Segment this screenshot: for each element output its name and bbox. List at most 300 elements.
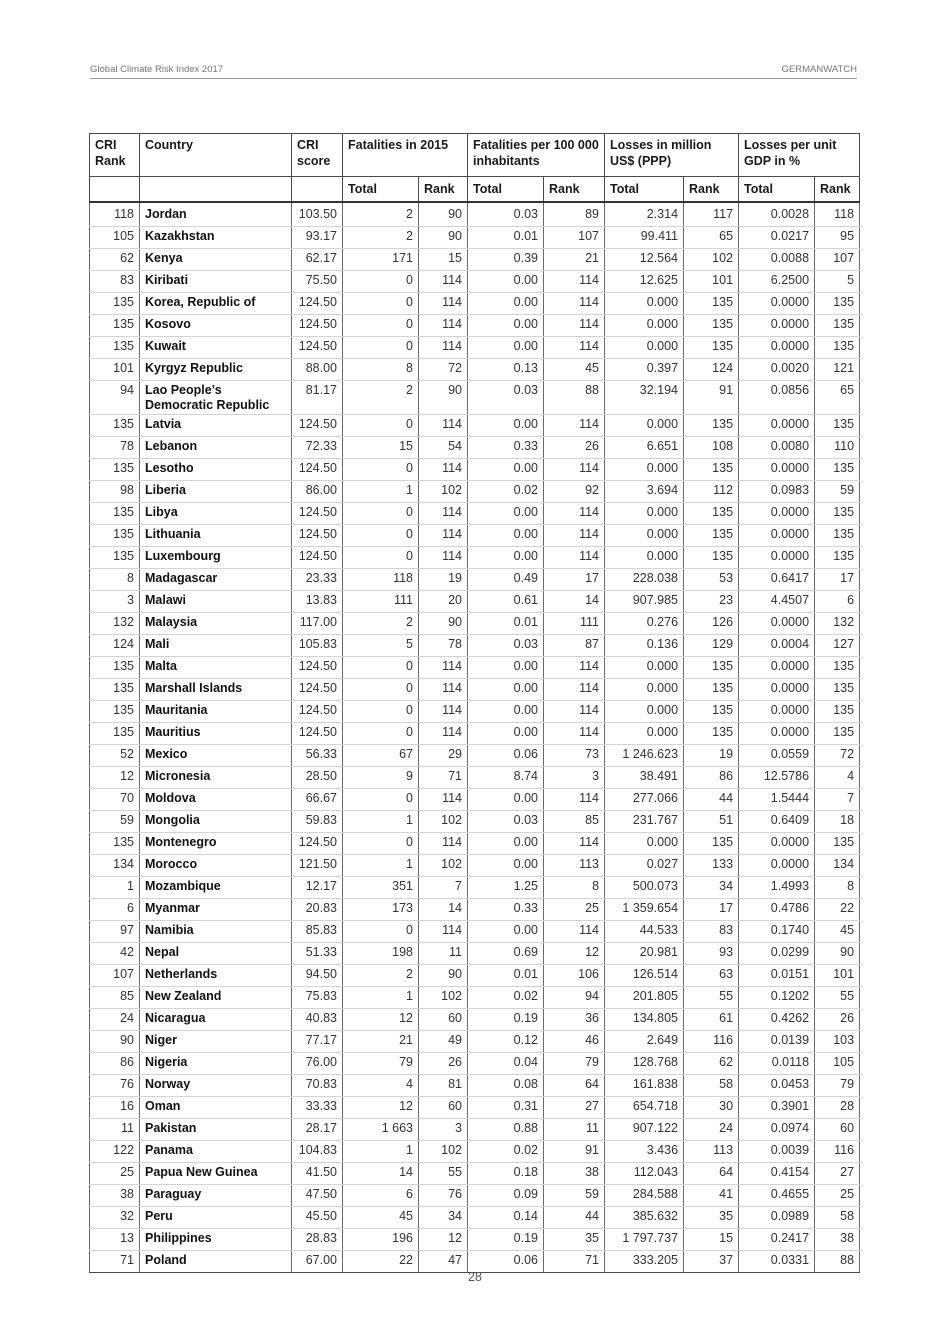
cri-score-cell: 47.50 [292,1185,343,1207]
table-row [90,547,860,569]
losses-rank-cell: 55 [684,987,739,1009]
fatalities-total-cell: 1 [343,987,419,1009]
gdp-total-cell: 0.2417 [739,1229,815,1251]
cri-rank-cell: 105 [90,227,140,249]
gdp-total-cell: 0.0028 [739,202,815,227]
cri-rank-cell: 62 [90,249,140,271]
per100k-rank-cell: 8 [544,877,605,899]
losses-rank-cell: 135 [684,415,739,437]
cri-rank-cell: 135 [90,723,140,745]
gdp-total-cell: 0.0020 [739,359,815,381]
fatalities-rank-cell: 114 [419,525,468,547]
per100k-rank-cell: 114 [544,789,605,811]
cri-data-table [89,133,860,1273]
country-cell: Libya [140,503,292,525]
losses-total-cell: 12.564 [605,249,684,271]
gdp-rank-cell: 6 [815,591,860,613]
gdp-rank-cell: 103 [815,1031,860,1053]
cri-score-cell: 23.33 [292,569,343,591]
cri-rank-cell: 135 [90,657,140,679]
per100k-total-cell: 0.12 [468,1031,544,1053]
gdp-rank-cell: 27 [815,1163,860,1185]
cri-score-cell: 40.83 [292,1009,343,1031]
fatalities-total-cell: 0 [343,679,419,701]
country-cell: Myanmar [140,899,292,921]
gdp-total-cell: 0.0453 [739,1075,815,1097]
cri-rank-cell: 32 [90,1207,140,1229]
cri-score-cell: 51.33 [292,943,343,965]
gdp-total-cell: 0.0039 [739,1141,815,1163]
fatalities-rank-cell: 102 [419,481,468,503]
fatalities-total-cell: 0 [343,293,419,315]
gdp-rank-cell: 79 [815,1075,860,1097]
cri-score-cell: 124.50 [292,459,343,481]
losses-total-cell: 128.768 [605,1053,684,1075]
table-row [90,437,860,459]
gdp-rank-cell: 22 [815,899,860,921]
cri-score-cell: 124.50 [292,315,343,337]
cri-rank-cell: 135 [90,337,140,359]
cri-score-cell: 117.00 [292,613,343,635]
table-row [90,745,860,767]
gdp-rank-cell: 107 [815,249,860,271]
table-row [90,833,860,855]
fatalities-total-cell: 6 [343,1185,419,1207]
gdp-total-cell: 0.0139 [739,1031,815,1053]
fatalities-total-cell: 0 [343,315,419,337]
gdp-total-cell: 0.0217 [739,227,815,249]
per100k-total-cell: 0.02 [468,987,544,1009]
fatalities-rank-cell: 114 [419,337,468,359]
losses-rank-cell: 117 [684,202,739,227]
per100k-total-cell: 0.00 [468,415,544,437]
fatalities-rank-cell: 114 [419,723,468,745]
per100k-rank-cell: 114 [544,503,605,525]
table-row [90,525,860,547]
losses-rank-cell: 93 [684,943,739,965]
per100k-total-cell: 0.00 [468,503,544,525]
cri-score-cell: 121.50 [292,855,343,877]
fatalities-total-cell: 111 [343,591,419,613]
per100k-rank-cell: 46 [544,1031,605,1053]
country-cell: Lesotho [140,459,292,481]
per100k-total-cell: 0.13 [468,359,544,381]
losses-total-cell: 0.027 [605,855,684,877]
gdp-rank-cell: 65 [815,381,860,415]
gdp-rank-cell: 135 [815,415,860,437]
losses-total-cell: 1 246.623 [605,745,684,767]
losses-total-cell: 6.651 [605,437,684,459]
per100k-total-cell: 0.03 [468,811,544,833]
cri-rank-cell: 25 [90,1163,140,1185]
cri-rank-cell: 83 [90,271,140,293]
fatalities-total-cell: 0 [343,789,419,811]
per100k-rank-cell: 35 [544,1229,605,1251]
per100k-rank-cell: 14 [544,591,605,613]
country-cell: Kenya [140,249,292,271]
per100k-total-cell: 0.03 [468,202,544,227]
per100k-total-cell: 0.33 [468,437,544,459]
country-cell: Lao People’s Democratic Republic [140,381,292,415]
gdp-rank-cell: 25 [815,1185,860,1207]
losses-rank-cell: 135 [684,459,739,481]
table-row [90,811,860,833]
gdp-total-cell: 0.0088 [739,249,815,271]
losses-rank-cell: 135 [684,525,739,547]
cri-rank-cell: 135 [90,315,140,337]
fatalities-rank-cell: 114 [419,415,468,437]
table-row [90,1141,860,1163]
gdp-rank-cell: 135 [815,679,860,701]
per100k-total-cell: 0.02 [468,481,544,503]
fatalities-total-cell: 9 [343,767,419,789]
per100k-rank-cell: 111 [544,613,605,635]
cri-score-cell: 124.50 [292,525,343,547]
country-cell: Poland [140,1251,292,1273]
cri-rank-cell: 135 [90,415,140,437]
losses-rank-cell: 65 [684,227,739,249]
fatalities-total-cell: 22 [343,1251,419,1273]
fatalities-rank-cell: 114 [419,293,468,315]
fatalities-rank-cell: 114 [419,547,468,569]
gdp-total-cell: 0.0151 [739,965,815,987]
losses-total-cell: 0.000 [605,525,684,547]
table-row [90,293,860,315]
country-cell: Nigeria [140,1053,292,1075]
gdp-rank-cell: 18 [815,811,860,833]
per100k-rank-cell: 71 [544,1251,605,1273]
cri-score-cell: 124.50 [292,337,343,359]
fatalities-total-cell: 0 [343,921,419,943]
losses-total-cell: 99.411 [605,227,684,249]
losses-total-cell: 2.649 [605,1031,684,1053]
cri-score-cell: 41.50 [292,1163,343,1185]
per100k-total-cell: 0.00 [468,315,544,337]
gdp-rank-cell: 135 [815,723,860,745]
per100k-rank-cell: 114 [544,525,605,547]
per100k-rank-cell: 25 [544,899,605,921]
fatalities-total-cell: 0 [343,723,419,745]
losses-total-cell: 231.767 [605,811,684,833]
fatalities-total-cell: 0 [343,503,419,525]
fatalities-total-cell: 2 [343,613,419,635]
subheader-losses-total: Total [605,177,684,203]
per100k-rank-cell: 11 [544,1119,605,1141]
fatalities-total-cell: 171 [343,249,419,271]
country-cell: Paraguay [140,1185,292,1207]
gdp-total-cell: 0.0000 [739,657,815,679]
fatalities-rank-cell: 81 [419,1075,468,1097]
header-cri-rank: CRI Rank [90,134,140,177]
cri-rank-cell: 70 [90,789,140,811]
cri-rank-cell: 85 [90,987,140,1009]
fatalities-rank-cell: 60 [419,1009,468,1031]
table-row [90,657,860,679]
gdp-total-cell: 6.2500 [739,271,815,293]
losses-total-cell: 1 797.737 [605,1229,684,1251]
country-cell: Micronesia [140,767,292,789]
cri-rank-cell: 16 [90,1097,140,1119]
country-cell: Malta [140,657,292,679]
losses-rank-cell: 135 [684,701,739,723]
fatalities-rank-cell: 20 [419,591,468,613]
table-row [90,1009,860,1031]
fatalities-total-cell: 2 [343,381,419,415]
table-row [90,202,860,227]
gdp-total-cell: 0.0000 [739,337,815,359]
table-row [90,1163,860,1185]
cri-rank-cell: 59 [90,811,140,833]
losses-total-cell: 1 359.654 [605,899,684,921]
gdp-rank-cell: 134 [815,855,860,877]
per100k-rank-cell: 89 [544,202,605,227]
losses-rank-cell: 83 [684,921,739,943]
cri-score-cell: 28.17 [292,1119,343,1141]
per100k-rank-cell: 87 [544,635,605,657]
fatalities-rank-cell: 72 [419,359,468,381]
cri-score-cell: 59.83 [292,811,343,833]
table-row [90,481,860,503]
cri-score-cell: 93.17 [292,227,343,249]
per100k-total-cell: 0.19 [468,1009,544,1031]
losses-total-cell: 0.000 [605,701,684,723]
fatalities-total-cell: 0 [343,525,419,547]
cri-rank-cell: 135 [90,525,140,547]
per100k-rank-cell: 106 [544,965,605,987]
cri-score-cell: 103.50 [292,202,343,227]
gdp-total-cell: 0.0000 [739,503,815,525]
per100k-total-cell: 0.09 [468,1185,544,1207]
subheader-gdp-rank: Rank [815,177,860,203]
country-cell: Oman [140,1097,292,1119]
losses-rank-cell: 135 [684,679,739,701]
losses-total-cell: 2.314 [605,202,684,227]
report-title: Global Climate Risk Index 2017 [90,64,224,75]
cri-score-cell: 56.33 [292,745,343,767]
losses-rank-cell: 101 [684,271,739,293]
losses-total-cell: 3.694 [605,481,684,503]
table-row [90,459,860,481]
cri-score-cell: 28.83 [292,1229,343,1251]
table-row [90,899,860,921]
gdp-total-cell: 0.0000 [739,723,815,745]
losses-rank-cell: 112 [684,481,739,503]
cri-score-cell: 75.83 [292,987,343,1009]
cri-score-cell: 124.50 [292,833,343,855]
country-cell: Moldova [140,789,292,811]
per100k-rank-cell: 114 [544,657,605,679]
per100k-rank-cell: 94 [544,987,605,1009]
table-row [90,337,860,359]
gdp-total-cell: 0.0331 [739,1251,815,1273]
country-cell: Mexico [140,745,292,767]
losses-total-cell: 0.000 [605,503,684,525]
cri-score-cell: 67.00 [292,1251,343,1273]
per100k-total-cell: 0.00 [468,293,544,315]
losses-rank-cell: 37 [684,1251,739,1273]
subheader-per100k-rank: Rank [544,177,605,203]
gdp-total-cell: 0.0000 [739,833,815,855]
per100k-rank-cell: 114 [544,921,605,943]
per100k-rank-cell: 27 [544,1097,605,1119]
losses-rank-cell: 135 [684,503,739,525]
gdp-rank-cell: 28 [815,1097,860,1119]
losses-total-cell: 0.000 [605,337,684,359]
losses-total-cell: 228.038 [605,569,684,591]
gdp-total-cell: 0.4262 [739,1009,815,1031]
publisher-name: GERMANWATCH [781,64,857,75]
cri-rank-cell: 1 [90,877,140,899]
per100k-total-cell: 0.00 [468,723,544,745]
cri-score-cell: 124.50 [292,415,343,437]
cri-rank-cell: 107 [90,965,140,987]
per100k-total-cell: 0.06 [468,1251,544,1273]
fatalities-rank-cell: 7 [419,877,468,899]
table-row [90,569,860,591]
gdp-total-cell: 0.6417 [739,569,815,591]
per100k-rank-cell: 91 [544,1141,605,1163]
per100k-total-cell: 0.19 [468,1229,544,1251]
losses-total-cell: 277.066 [605,789,684,811]
fatalities-total-cell: 79 [343,1053,419,1075]
losses-total-cell: 126.514 [605,965,684,987]
fatalities-total-cell: 2 [343,965,419,987]
losses-rank-cell: 116 [684,1031,739,1053]
losses-rank-cell: 24 [684,1119,739,1141]
losses-rank-cell: 41 [684,1185,739,1207]
losses-rank-cell: 135 [684,315,739,337]
cri-rank-cell: 135 [90,679,140,701]
cri-rank-cell: 94 [90,381,140,415]
per100k-rank-cell: 38 [544,1163,605,1185]
per100k-rank-cell: 44 [544,1207,605,1229]
gdp-rank-cell: 26 [815,1009,860,1031]
per100k-rank-cell: 114 [544,723,605,745]
cri-rank-cell: 42 [90,943,140,965]
per100k-total-cell: 0.00 [468,459,544,481]
fatalities-total-cell: 0 [343,337,419,359]
cri-score-cell: 124.50 [292,723,343,745]
fatalities-total-cell: 1 [343,481,419,503]
fatalities-total-cell: 2 [343,202,419,227]
table-row [90,635,860,657]
fatalities-rank-cell: 90 [419,202,468,227]
fatalities-rank-cell: 114 [419,789,468,811]
per100k-rank-cell: 114 [544,701,605,723]
gdp-rank-cell: 101 [815,965,860,987]
fatalities-rank-cell: 90 [419,381,468,415]
table-row [90,701,860,723]
fatalities-rank-cell: 102 [419,855,468,877]
fatalities-rank-cell: 3 [419,1119,468,1141]
gdp-total-cell: 0.0974 [739,1119,815,1141]
cri-rank-cell: 86 [90,1053,140,1075]
cri-score-cell: 124.50 [292,679,343,701]
gdp-total-cell: 0.0000 [739,525,815,547]
gdp-rank-cell: 95 [815,227,860,249]
gdp-rank-cell: 135 [815,833,860,855]
fatalities-total-cell: 45 [343,1207,419,1229]
header-losses: Losses in million US$ (PPP) [605,134,739,177]
fatalities-total-cell: 2 [343,227,419,249]
cri-rank-cell: 97 [90,921,140,943]
subheader-per100k-total: Total [468,177,544,203]
per100k-total-cell: 0.00 [468,679,544,701]
table-row [90,503,860,525]
table-row [90,359,860,381]
fatalities-total-cell: 5 [343,635,419,657]
country-cell: Mongolia [140,811,292,833]
gdp-total-cell: 1.4993 [739,877,815,899]
gdp-rank-cell: 90 [815,943,860,965]
gdp-total-cell: 0.4786 [739,899,815,921]
gdp-total-cell: 0.0000 [739,459,815,481]
country-cell: Liberia [140,481,292,503]
country-cell: Luxembourg [140,547,292,569]
gdp-total-cell: 0.1202 [739,987,815,1009]
losses-total-cell: 500.073 [605,877,684,899]
cri-rank-cell: 135 [90,459,140,481]
fatalities-rank-cell: 34 [419,1207,468,1229]
gdp-rank-cell: 118 [815,202,860,227]
gdp-total-cell: 0.0989 [739,1207,815,1229]
country-cell: Morocco [140,855,292,877]
cri-score-cell: 88.00 [292,359,343,381]
cri-rank-cell: 13 [90,1229,140,1251]
losses-rank-cell: 102 [684,249,739,271]
losses-rank-cell: 34 [684,877,739,899]
gdp-rank-cell: 4 [815,767,860,789]
fatalities-rank-cell: 15 [419,249,468,271]
gdp-rank-cell: 17 [815,569,860,591]
gdp-total-cell: 0.0000 [739,855,815,877]
fatalities-total-cell: 67 [343,745,419,767]
country-cell: Papua New Guinea [140,1163,292,1185]
cri-score-cell: 124.50 [292,657,343,679]
cri-rank-cell: 71 [90,1251,140,1273]
fatalities-rank-cell: 71 [419,767,468,789]
fatalities-rank-cell: 90 [419,613,468,635]
losses-rank-cell: 15 [684,1229,739,1251]
country-cell: Malawi [140,591,292,613]
per100k-rank-cell: 114 [544,337,605,359]
gdp-rank-cell: 116 [815,1141,860,1163]
per100k-rank-cell: 114 [544,547,605,569]
fatalities-total-cell: 0 [343,459,419,481]
gdp-total-cell: 0.0983 [739,481,815,503]
per100k-rank-cell: 113 [544,855,605,877]
table-row [90,921,860,943]
gdp-rank-cell: 72 [815,745,860,767]
cri-rank-cell: 124 [90,635,140,657]
cri-rank-cell: 11 [90,1119,140,1141]
losses-total-cell: 134.805 [605,1009,684,1031]
cri-score-cell: 75.50 [292,271,343,293]
table-row [90,613,860,635]
cri-score-cell: 124.50 [292,547,343,569]
fatalities-rank-cell: 49 [419,1031,468,1053]
per100k-rank-cell: 12 [544,943,605,965]
per100k-total-cell: 0.06 [468,745,544,767]
per100k-rank-cell: 73 [544,745,605,767]
page-header [90,64,857,79]
fatalities-total-cell: 15 [343,437,419,459]
country-cell: Pakistan [140,1119,292,1141]
fatalities-rank-cell: 102 [419,1141,468,1163]
per100k-rank-cell: 114 [544,271,605,293]
country-cell: Panama [140,1141,292,1163]
cri-rank-cell: 76 [90,1075,140,1097]
